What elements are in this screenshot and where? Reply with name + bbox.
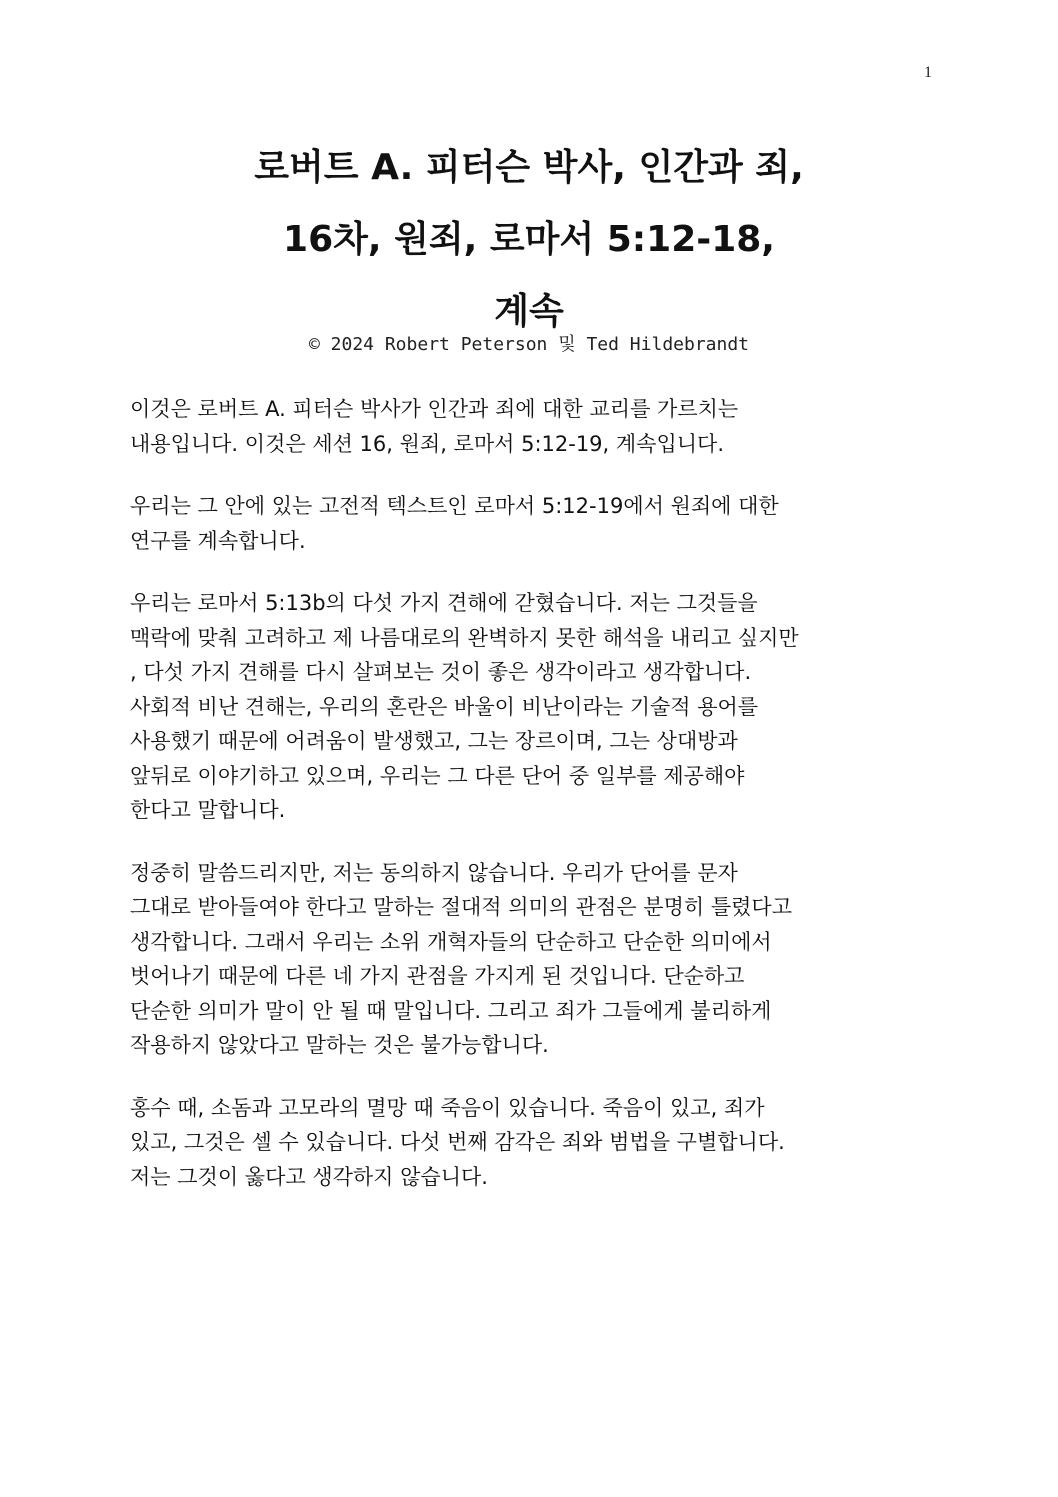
text-line: 있고, 그것은 셀 수 있습니다. 다섯 번째 감각은 죄와 범법을 구별합니다. <box>130 1130 785 1154</box>
text-line: 맥락에 맞춰 고려하고 제 나름대로의 완벽하지 못한 해석을 내리고 싶지만 <box>130 625 799 650</box>
text-line: 홍수 때, 소돔과 고모라의 멸망 때 죽음이 있습니다. 죽음이 있고, 죄가 <box>130 1095 765 1120</box>
text-line: 저는 그것이 옳다고 생각하지 않습니다. <box>130 1164 488 1189</box>
paragraph <box>130 586 930 828</box>
text-line: 정중히 말씀드리지만, 저는 동의하지 않습니다. 우리가 단어를 문자 <box>130 860 738 885</box>
text-line: 이것은 로버트 A. 피터슨 박사가 인간과 죄에 대한 교리를 가르치는 <box>130 397 739 421</box>
document-body <box>130 392 930 1222</box>
text-line: 사회적 비난 견해는, 우리의 혼란은 바울이 비난이라는 기술적 용어를 <box>130 694 759 719</box>
text-line: 연구를 계속합니다. <box>130 528 306 553</box>
text-line: 단순한 의미가 말이 안 될 때 말입니다. 그리고 죄가 그들에게 불리하게 <box>130 998 772 1023</box>
text-line: 우리는 로마서 5:13b의 다섯 가지 견해에 갇혔습니다. 저는 그것들을 <box>130 591 758 615</box>
title-line: 16차, 원죄, 로마서 5:12-18, <box>283 219 775 260</box>
page-number: 1 <box>924 64 932 81</box>
text-line: 내용입니다. 이것은 세션 16, 원죄, 로마서 5:12-19, 계속입니다. <box>130 431 725 456</box>
text-line: 작용하지 않았다고 말하는 것은 불가능합니다. <box>130 1033 549 1057</box>
copyright-notice: © 2024 Robert Peterson 및 Ted Hildebrandt <box>308 334 750 355</box>
text-line: 앞뒤로 이야기하고 있으며, 우리는 그 다른 단어 중 일부를 제공해야 <box>130 763 745 788</box>
text-line: 벗어나기 때문에 다른 네 가지 관점을 가지게 된 것입니다. 단순하고 <box>130 964 745 988</box>
text-line: 우리는 그 안에 있는 고전적 텍스트인 로마서 5:12-19에서 원죄에 대한 <box>130 494 779 518</box>
title-line: 계속 <box>494 291 564 332</box>
text-line: 사용했기 때문에 어려움이 발생했고, 그는 장르이며, 그는 상대방과 <box>130 729 738 753</box>
paragraph <box>130 856 930 1063</box>
text-line: 생각합니다. 그래서 우리는 소위 개혁자들의 단순하고 단순한 의미에서 <box>130 929 772 954</box>
document-title <box>80 132 978 348</box>
paragraph <box>130 392 930 461</box>
paragraph <box>130 489 930 558</box>
text-line: 한다고 말합니다. <box>130 798 286 822</box>
paragraph <box>130 1091 930 1195</box>
text-line: , 다섯 가지 견해를 다시 살펴보는 것이 좋은 생각이라고 생각합니다. <box>130 660 752 684</box>
text-line: 그대로 받아들여야 한다고 말하는 절대적 의미의 관점은 분명히 틀렸다고 <box>130 895 792 919</box>
title-line: 로버트 A. 피터슨 박사, 인간과 죄, <box>254 147 804 188</box>
